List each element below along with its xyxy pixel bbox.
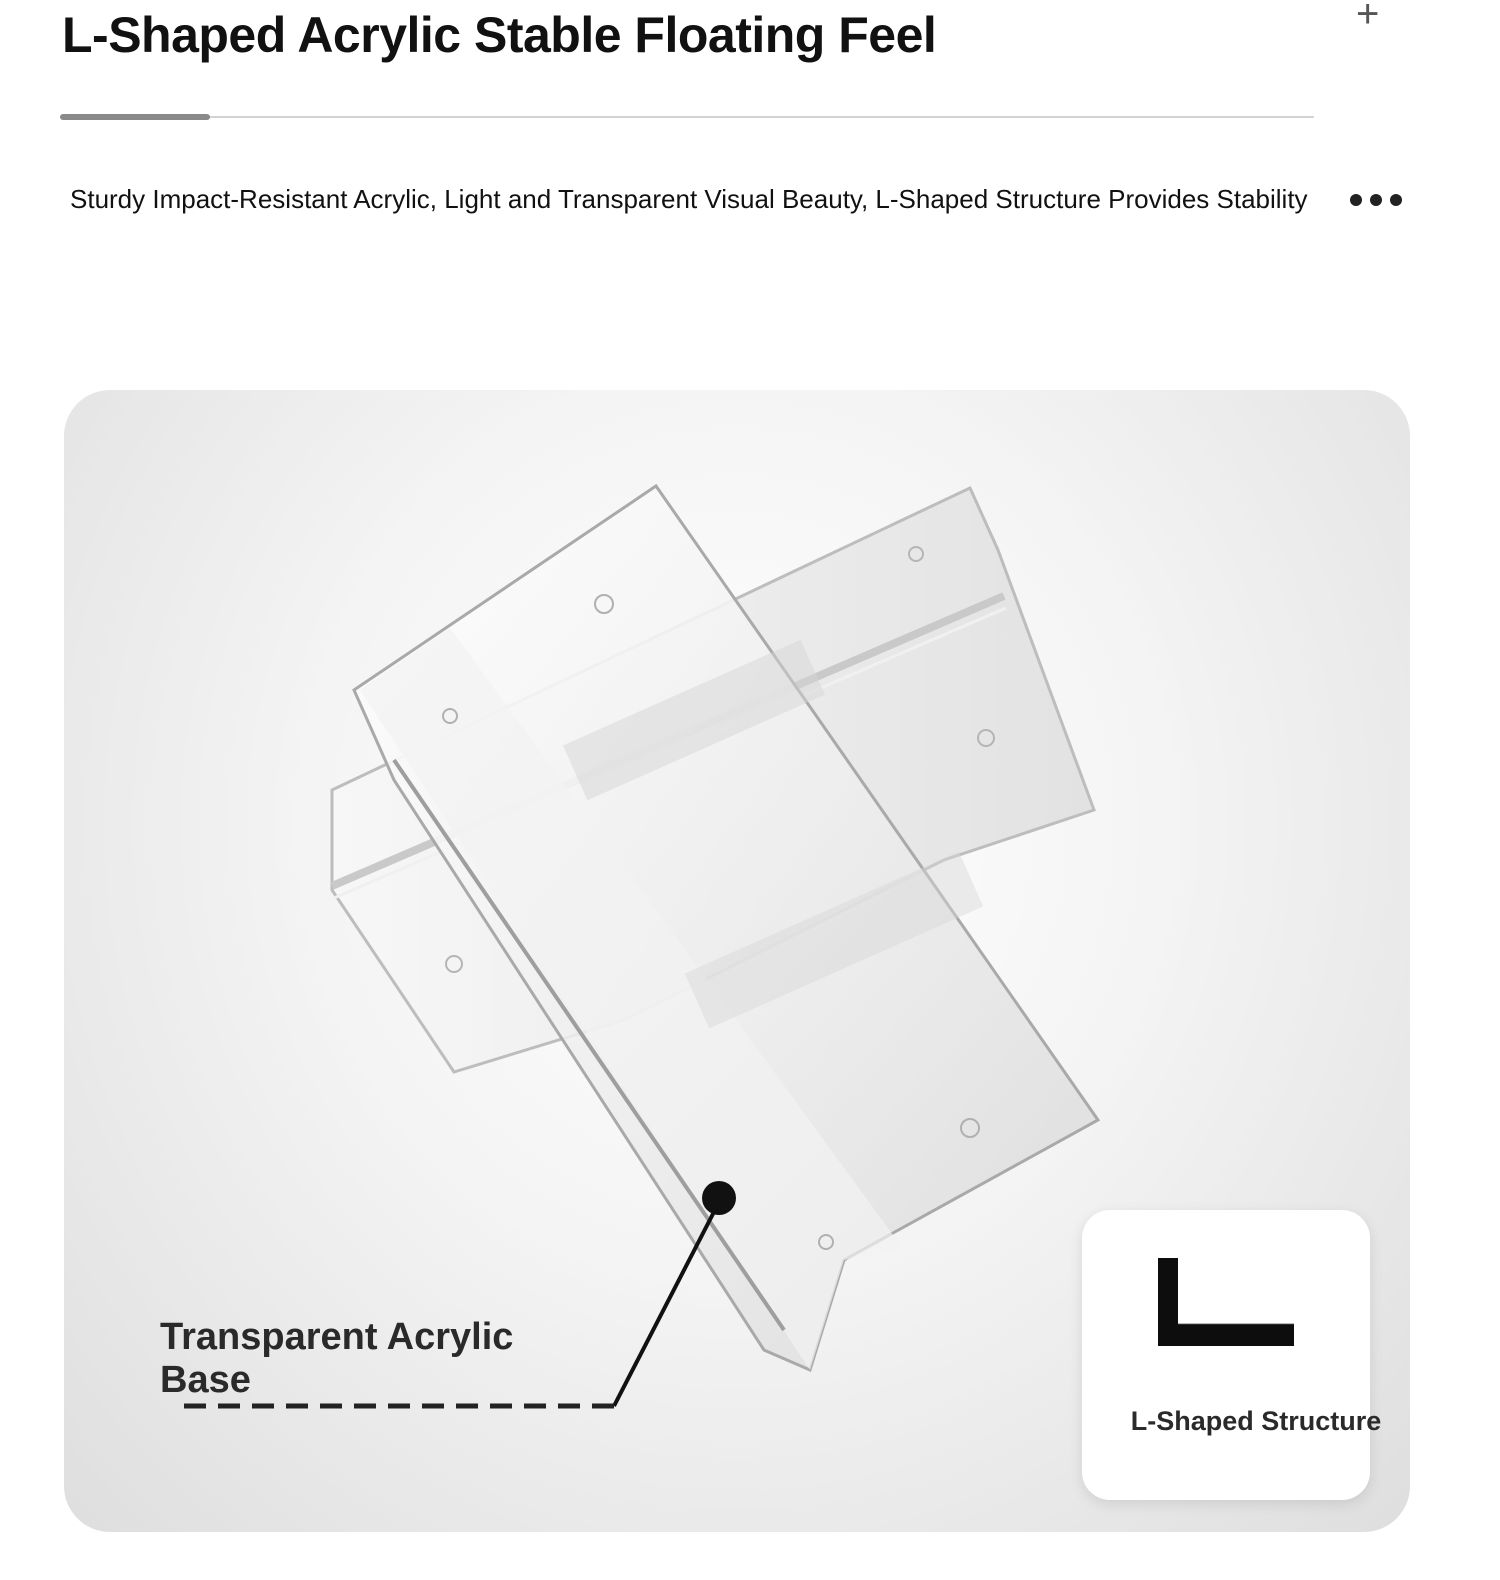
page-subtitle: Sturdy Impact-Resistant Acrylic, Light and Transparent Visual Beauty, L-Shaped Structure Provides Stability — [70, 184, 1308, 214]
l-shape-icon — [1152, 1252, 1302, 1352]
dot — [1390, 194, 1402, 206]
progress-track — [60, 116, 1314, 118]
badge-label: L-Shaped Structure — [1130, 1406, 1382, 1436]
plus-icon[interactable]: + — [1356, 0, 1380, 36]
more-dots-icon[interactable] — [1350, 194, 1402, 206]
section-progress-rule — [60, 114, 1314, 120]
product-image-panel — [64, 390, 1410, 1532]
callout-label: Transparent Acrylic Base — [160, 1316, 514, 1401]
structure-badge — [1082, 1210, 1382, 1500]
dot — [1350, 194, 1362, 206]
progress-fill — [60, 114, 210, 120]
page-title: L-Shaped Acrylic Stable Floating Feel — [62, 7, 937, 63]
dot — [1370, 194, 1382, 206]
